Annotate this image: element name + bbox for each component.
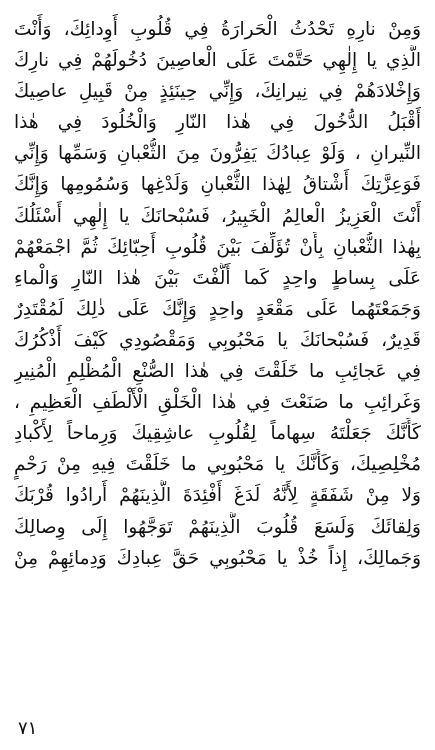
text-line: فِي عَجائِبِ ما خَلَقْتَ فِي هٰذا الصُّنْعِ الْمُظْلِمِ الْمُنِيرِ [14,361,421,383]
text-line: قَدِيرٌ، فَسُبْحانَكَ يا مَحْبُوبِي وَمَقْصُودِي كَيْفَ أَذْكُرُكَ [14,329,421,351]
text-line: أَنْتَ الْعَزِيزُ الْعالِمُ الْخَبِيرُ، فَسُبْحانَكَ يا إِلٰهِي أَسْئَلُكَ [14,205,421,227]
text-line: كَأَنَّكَ جَعَلْتَهُ سِهاماً لِقُلُوبِ عاشِقِيكَ وَرِماحاً لِأَكْبادِ [14,423,421,445]
text-line: وَمِنْ نارِهِ تَحْدُثُ الْحَرارَةُ فِي قُلُوبِ أَوِدائِكَ، وَأَنْتَ [14,19,421,40]
text-line: فَوَعِزَّتِكَ أَشْتاقُ لِهٰذا الثُّعْبانِ وَلَدْغِها وَسُمُومِها وَإِنَّكَ [14,174,421,196]
page-number: ٧١ [18,718,38,739]
text-line: وَجَمالِكَ، إِذاً خُذْ يا مَحْبُوبِي حَقَّ عِبادِكَ وَدِمائِهِمْ مِنْ [14,547,421,569]
text-line: وَلِقائَكَ وَلَسَعَ قُلُوبَ الَّذِينَهُمْ تَوَجَّهُوا إِلَى وِصالِكَ [14,516,421,538]
text-line: الَّذِي يا إِلٰهِي حَتَّمْتَ عَلَى الْعاصِينَ دُخُولَهُمْ فِي نارِكَ [14,50,421,72]
text-line: وَجَمَعْتَهُما عَلَى مَقْعَدٍ واحِدٍ وَإِنَّكَ عَلَى ذٰلِكَ لَمُقْتَدِرٌ [14,298,421,320]
text-line: مُخْلِصِيكَ، وَكَأَنَّكَ يا مَحْبُوبِي ما خَلَقْتَ فِيهِ مِنْ رَحْمٍ [14,454,421,476]
prayer-text-block [14,14,421,574]
text-line: وَغَرائِبِ ما صَنَعْتَ فِي هٰذا الْخَلْقِ الْأَلْطَفِ الْعَظِيمِ ، [14,392,421,414]
text-line: عَلَى بِساطٍ واحِدٍ كَما أَلَّفْتَ بَيْنَ هٰذا النّارِ وَالْماءِ [14,267,421,289]
text-line: أَقْبَلُ الدُّخُولَ فِي هٰذا النّارِ وَالْخُلُودَ فِي هٰذا [14,112,421,134]
text-line: النِّيرانِ ، وَلَوْ عِبادُكَ يَفِرُّونَ مِنَ الثُّعْبانِ وَسَمِّها وَإِنِّي [14,143,421,165]
text-line: بِهٰذا الثُّعْبانِ بِأَنْ تُؤَلِّفَ بَيْنَ قُلُوبِ أَحِبّائِكَ ثُمَّ اجْمَعْهُمْ [14,236,421,258]
text-line: وَلا مِنْ شَفَقَةٍ لِأَنَّهُ لَدَغَ أَفْئِدَةَ الَّذِينَهُمْ أَرادُوا قُرْبَكَ [14,485,421,507]
text-line: وَإِخْلادَهُمْ فِي نِيرانِكَ، وَإِنِّي حِينَئِذٍ مِنْ قَبِيلِ عاصِيكَ [14,81,421,103]
